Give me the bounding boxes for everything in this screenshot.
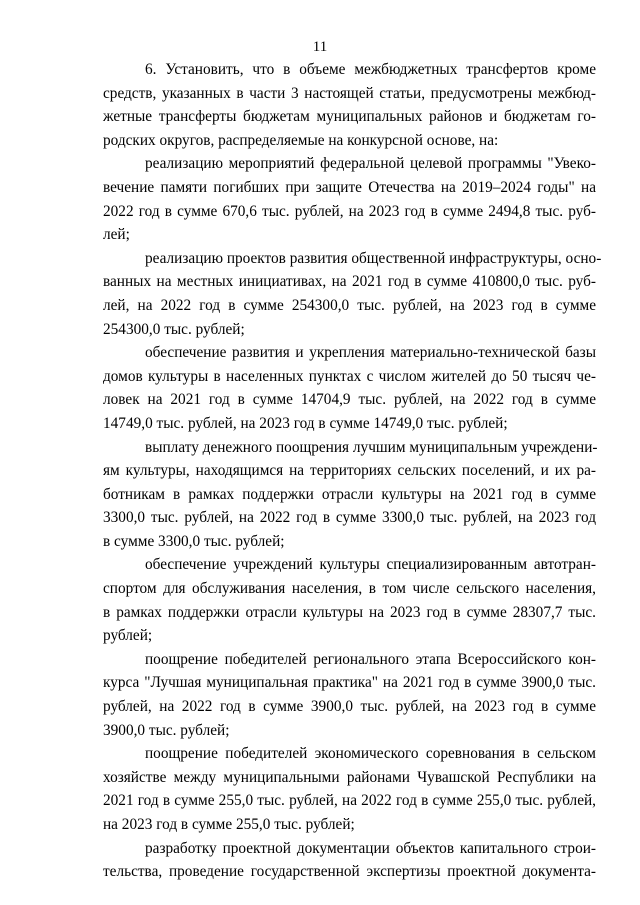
text-line: реализацию проектов развития общественной инфраструктуры, осно- <box>145 249 602 267</box>
text-line: разработку проектной документации объектов капитального строи- <box>145 839 596 857</box>
text-line: лей, на 2022 год в сумме 254300,0 тыс. рублей, на 2023 год в сумме <box>103 296 596 314</box>
document-body <box>103 58 602 884</box>
text-line: вечение памяти погибших при защите Отечества на 2019–2024 годы" на <box>103 178 596 196</box>
text-line: поощрение победителей экономического соревнования в сельском <box>145 745 596 763</box>
text-line: обеспечение учреждений культуры специализированным автотран- <box>145 556 596 574</box>
text-line: родских округов, распределяемые на конкурсной основе, на: <box>103 131 499 149</box>
text-line: рублей, на 2022 год в сумме 3900,0 тыс. рублей, на 2023 год в сумме <box>103 698 596 716</box>
text-line: ям культуры, находящимся на территориях сельских поселений, и их ра- <box>103 462 596 480</box>
paragraph <box>103 247 602 341</box>
paragraph <box>103 152 596 246</box>
text-line: в сумме 3300,0 тыс. рублей; <box>103 532 285 550</box>
text-line: хозяйстве между муниципальными районами Чувашской Республики на <box>103 768 596 786</box>
paragraph <box>103 648 596 742</box>
paragraph <box>103 341 596 435</box>
text-line: ванных на местных инициативах, на 2021 год в сумме 410800,0 тыс. руб- <box>103 273 596 291</box>
paragraph <box>103 436 596 554</box>
text-line: 2021 год в сумме 255,0 тыс. рублей, на 2022 год в сумме 255,0 тыс. рублей, <box>103 792 596 810</box>
text-line: 2022 год в сумме 670,6 тыс. рублей, на 2023 год в сумме 2494,8 тыс. руб- <box>103 202 596 220</box>
text-line: обеспечение развития и укрепления материально-технической базы <box>145 344 596 362</box>
text-line: жетные трансферты бюджетам муниципальных районов и бюджетам го- <box>103 108 596 126</box>
paragraph <box>103 58 596 152</box>
text-line: 3300,0 тыс. рублей, на 2022 год в сумме 3300,0 тыс. рублей, на 2023 год <box>103 509 596 527</box>
text-line: лей; <box>103 226 130 244</box>
text-line: на 2023 год в сумме 255,0 тыс. рублей; <box>103 816 355 833</box>
text-line: выплату денежного поощрения лучшим муниципальным учреждени- <box>145 438 598 456</box>
text-line: 6. Установить, что в объеме межбюджетных трансфертов кроме <box>145 61 596 78</box>
text-line: средств, указанных в части 3 настоящей статьи, предусмотрены межбюд- <box>103 84 596 102</box>
page-number: 11 <box>312 39 328 55</box>
text-line: домов культуры в населенных пунктах с числом жителей до 50 тысяч че- <box>103 367 596 385</box>
paragraph <box>103 742 596 836</box>
text-line: ловек на 2021 год в сумме 14704,9 тыс. рублей, на 2022 год в сумме <box>103 391 596 409</box>
text-line: поощрение победителей регионального этапа Всероссийского кон- <box>145 650 596 668</box>
paragraph <box>103 553 596 647</box>
text-line: тельства, проведение государственной экспертизы проектной документа- <box>103 863 596 881</box>
text-line: спортом для обслуживания населения, в том числе сельского населения, <box>103 580 596 598</box>
text-line: 3900,0 тыс. рублей; <box>103 721 230 739</box>
text-line: в рамках поддержки отрасли культуры на 2023 год в сумме 28307,7 тыс. <box>103 603 596 621</box>
text-line: ботникам в рамках поддержки отрасли культуры на 2021 год в сумме <box>103 485 596 503</box>
paragraph <box>103 837 596 884</box>
text-line: рублей; <box>103 627 153 645</box>
text-line: 254300,0 тыс. рублей; <box>103 320 245 338</box>
text-line: реализацию мероприятий федеральной целевой программы "Увеко- <box>145 155 596 173</box>
text-line: 14749,0 тыс. рублей, на 2023 год в сумме 14749,0 тыс. рублей; <box>103 414 508 432</box>
text-line: курса "Лучшая муниципальная практика" на 2021 год в сумме 3900,0 тыс. <box>103 674 596 692</box>
